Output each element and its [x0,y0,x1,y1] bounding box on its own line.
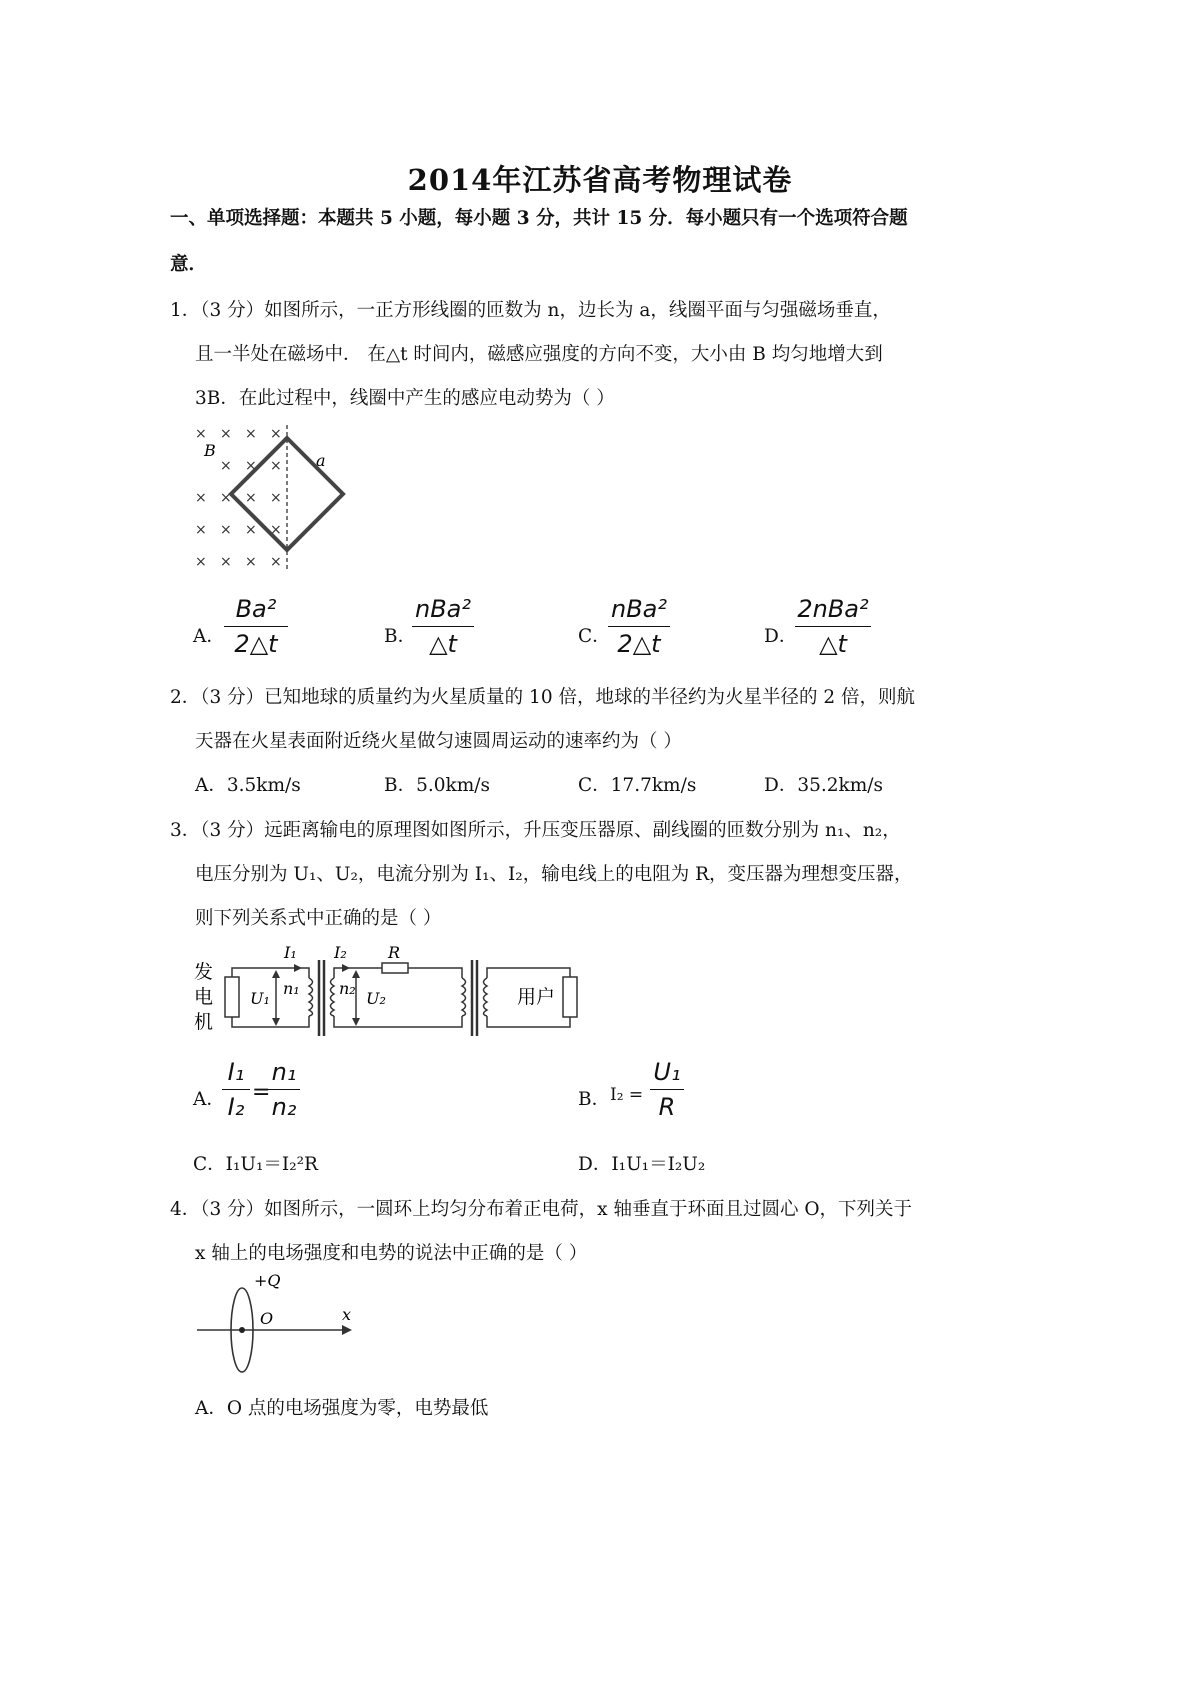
q2-option-d: D．35.2km/s [764,775,884,796]
charge-label: +Q [254,1271,281,1290]
svg-text:×: × [220,554,232,570]
turns-label-n1: n₁ [283,979,300,998]
q3-option-a-fraction-right: n₁ n₂ [268,1055,300,1124]
q2-line1: 2．（3 分）已知地球的质量约为火星质量的 10 倍，地球的半径约为火星半径的 2 倍，则航 [170,687,916,708]
x-axis-arrow [342,1325,352,1335]
q1-option-d-fraction: 2nBa² △t [795,592,871,661]
resistor-label-r: R [388,943,401,962]
user-load-box [563,977,577,1017]
q1-option-a-fraction: Ba² 2△t [224,592,288,661]
q3-line2: 电压分别为 U₁、U₂，电流分别为 I₁、I₂，输电线上的电阻为 R，变压器为理想变压器， [195,864,913,885]
primary-coil-n1 [309,978,313,1016]
q2-option-b: B．5.0km/s [384,775,491,796]
origin-label: O [260,1309,274,1328]
q3-option-b-fraction: U₁ R [650,1055,684,1124]
q4-option-a: A．O 点的电场强度为零，电势最低 [195,1398,489,1419]
q4-line1: 4．（3 分）如图所示，一圆环上均匀分布着正电荷，x 轴垂直于环面且过圆心 O，下列关于 [170,1199,913,1220]
q3-line3: 则下列关系式中正确的是（ ） [195,908,442,929]
user-label: 用户 [517,986,556,1008]
q2-option-a: A．3.5km/s [195,775,301,796]
field-label-b: B [204,441,216,460]
q3-option-d: D．I₁U₁＝I₂U₂ [578,1154,706,1175]
q3-option-a-equals: = [252,1080,271,1105]
q1-option-c-fraction: nBa² 2△t [608,592,670,661]
q3-option-b-lhs: I₂ = [610,1085,644,1105]
q3-option-c: C．I₁U₁＝I₂²R [193,1154,318,1175]
q2-line2: 天器在火星表面附近绕火星做匀速圆周运动的速率约为（ ） [195,731,682,752]
current-label-i2: I₂ [334,943,347,962]
q3-option-b-letter: B． [578,1089,611,1110]
svg-text:×: × [220,490,232,506]
svg-text:×: × [195,490,207,506]
q1-option-b-letter: B． [384,626,417,647]
section-heading-line1: 一、单项选择题：本题共 5 小题，每小题 3 分，共计 15 分．每小题只有一个选项符合题 [170,208,908,229]
svg-text:×: × [270,490,282,506]
secondary-coil-n2 [331,978,335,1016]
page-title: 2014年江苏省高考物理试卷 [407,163,793,197]
current-label-i1: I₁ [284,943,297,962]
svg-text:×: × [270,554,282,570]
svg-text:×: × [195,522,207,538]
svg-text:×: × [195,554,207,570]
svg-text:×: × [245,522,257,538]
generator-box [225,977,239,1017]
q3-circuit-figure [192,940,592,1042]
svg-text:×: × [270,458,282,474]
section-heading-line2: 意． [170,254,208,275]
generator-label-1: 发 [194,961,214,983]
svg-text:×: × [245,554,257,570]
svg-text:×: × [245,426,257,442]
q1-option-c-letter: C． [578,626,611,647]
q3-option-a-letter: A． [193,1089,225,1110]
q3-line1: 3．（3 分）远距离输电的原理图如图所示，升压变压器原、副线圈的匝数分别为 n₁、n₂， [170,820,901,841]
q4-ring-figure [192,1270,362,1375]
generator-label-3: 机 [194,1011,214,1033]
side-label-a: a [316,451,326,470]
q4-line2: x 轴上的电场强度和电势的说法中正确的是（ ） [195,1243,588,1264]
q1-option-b-fraction: nBa² △t [412,592,474,661]
q1-line1: 1．（3 分）如图所示，一正方形线圈的匝数为 n，边长为 a，线圈平面与匀强磁场垂直， [170,300,891,321]
svg-text:×: × [220,426,232,442]
generator-label-2: 电 [194,986,214,1008]
svg-text:×: × [245,458,257,474]
q1-option-a-letter: A． [193,626,225,647]
svg-text:×: × [220,522,232,538]
resistor-r [382,963,408,973]
svg-text:×: × [270,426,282,442]
q2-option-c: C．17.7km/s [578,775,697,796]
voltage-label-u1: U₁ [250,989,270,1008]
q1-figure [190,420,360,580]
svg-text:×: × [270,522,282,538]
axis-label-x: x [342,1305,352,1324]
q1-line2: 且一半处在磁场中． 在△t 时间内，磁感应强度的方向不变，大小由 B 均匀地增大到 [195,344,883,365]
svg-text:×: × [245,490,257,506]
svg-text:×: × [220,458,232,474]
turns-label-n2: n₂ [339,979,356,998]
svg-text:×: × [195,426,207,442]
voltage-label-u2: U₂ [366,989,386,1008]
q3-option-a-fraction-left: I₁ I₂ [222,1055,250,1124]
center-point-o [239,1327,245,1333]
q1-option-d-letter: D． [764,626,798,647]
q1-line3: 3B．在此过程中，线圈中产生的感应电动势为（ ） [195,388,615,409]
